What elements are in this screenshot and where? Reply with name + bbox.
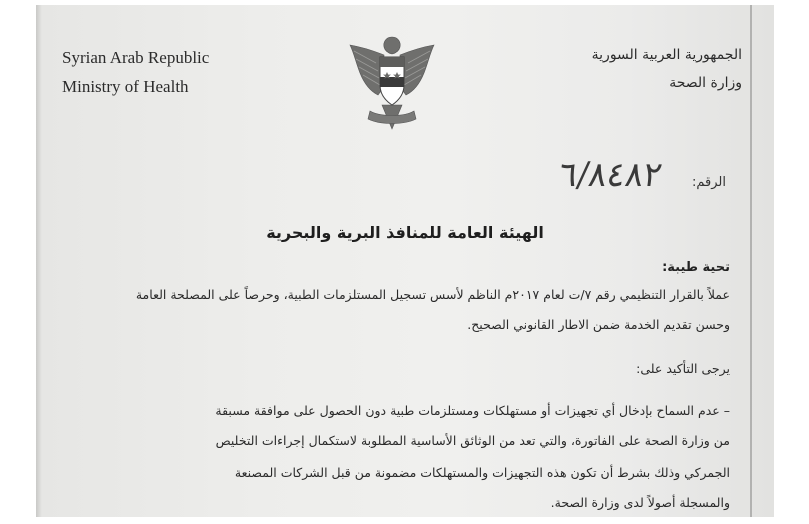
recipient-authority: الهيئة العامة للمنافذ البرية والبحرية [266,223,544,242]
please-confirm-heading: يرجى التأكيد على: [636,361,730,376]
reference-number: ٦/٨٤٨٢ [556,155,665,195]
greeting: تحية طيبة: [662,260,730,275]
page-edge-shadow [36,5,42,517]
bullet-dash: – [723,403,730,418]
ar-ministry-name: وزارة الصحة [669,75,742,91]
english-letterhead [62,43,209,101]
bullet-line: والمسجلة أصولاً لدى وزارة الصحة. [550,495,730,510]
bullet-line: من وزارة الصحة على الفاتورة، والتي تعد من الوثائق الأساسية المطلوبة لاستكمال إجراءات التخليص [215,433,730,448]
arabic-letterhead [592,41,742,97]
document-page [36,5,774,517]
en-ministry-name: Ministry of Health [62,77,189,96]
syrian-eagle-emblem-icon [346,33,438,133]
bullet-text: عدم السماح بإدخال أي تجهيزات أو مستهلكات ومستلزمات طبية دون الحصول على موافقة مسبقة [215,403,720,418]
reference-label: الرقم: [692,175,726,190]
en-country-name: Syrian Arab Republic [62,48,210,67]
paragraph-line: وحسن تقديم الخدمة ضمن الاطار القانوني الصحيح. [467,317,730,332]
paragraph-line: عملاً بالقرار التنظيمي رقم ٧/ت لعام ٢٠١٧م الناظم لأسس تسجيل المستلزمات الطبية، وحرصاً على المصلحة العامة [135,287,730,302]
fold-line [750,5,752,517]
ar-country-name: الجمهورية العربية السورية [591,47,742,63]
bullet-line: الجمركي وذلك بشرط أن تكون هذه التجهيزات والمستهلكات مضمونة من قبل الشركات المصنعة [234,465,730,480]
bullet-line [70,403,730,418]
